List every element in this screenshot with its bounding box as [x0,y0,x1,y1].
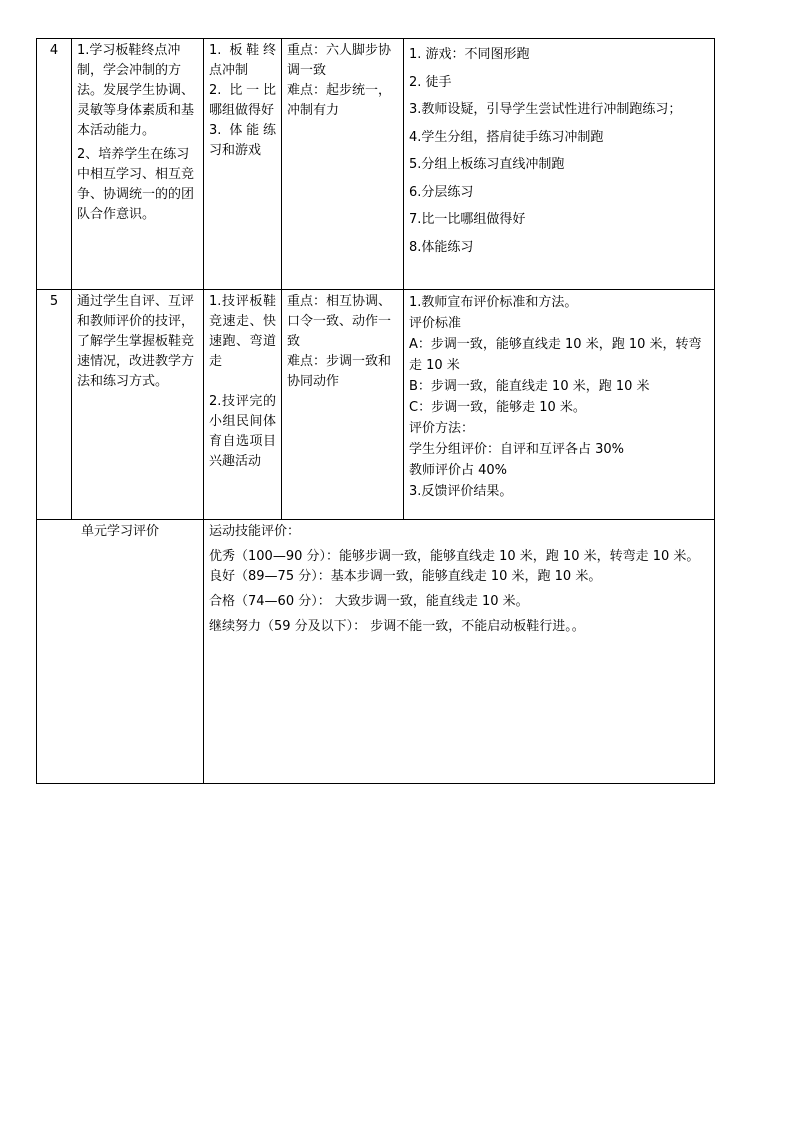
lesson-content-cell [204,39,282,290]
activity-item: A：步调一致，能够直线走 10 米，跑 10 米，转弯走 10 米 [409,337,702,373]
activity-item: 8.体能练习 [409,239,474,255]
activity-item: 1. 游戏：不同图形跑 [409,47,530,62]
eval-line: 优秀（100—90 分）：能够步调一致，能够直线走 10 米，跑 10 米，转弯走 10 米。 [209,549,700,564]
activity-item: 4.学生分组，搭肩徒手练习冲制跑 [409,129,604,145]
activity-item: 评价标准 [409,316,462,331]
activity-item: C：步调一致，能够走 10 米。 [409,400,586,415]
unit-eval-cell [204,520,715,784]
activity-item: 2. 徒手 [409,74,452,90]
lesson-goal-cell [72,39,204,290]
key-points-cell [282,39,404,290]
content-text: 1.技评板鞋竞速走、快速跑、弯道走 [209,294,276,369]
activity-item: 3.教师设疑，引导学生尝试性进行冲制跑练习； [409,102,682,117]
activity-item: 评价方法： [409,421,475,436]
key-point-text: 重点：六人脚步协调一致 [287,43,392,78]
lesson-content-cell [204,290,282,520]
table-row [37,39,715,290]
activity-item: 7.比一比哪组做得好 [409,212,526,227]
eval-line: 合格（74—60 分）： 大致步调一致，能直线走 10 米。 [209,594,529,609]
lesson-number: 4 [37,39,72,290]
lesson-goal-cell [72,290,204,520]
content-text: 1. 板鞋终点冲制 [209,43,276,78]
eval-line: 良好（89—75 分）：基本步调一致，能够直线走 10 米，跑 10 米。 [209,569,602,584]
content-text: 3. 体能练习和游戏 [209,123,276,158]
unit-eval-row [37,520,715,784]
eval-heading: 运动技能评价： [209,524,301,539]
difficulty-text: 难点：步调一致和协同动作 [287,354,392,389]
difficulty-text: 难点：起步统一，冲制有力 [287,83,392,118]
eval-line: 继续努力（59 分及以下）： 步调不能一致，不能启动板鞋行进。。 [209,619,585,634]
activity-item: 3.反馈评价结果。 [409,484,513,499]
goal-text: 通过学生自评、互评和教师评价的技评，了解学生掌握板鞋竞速情况，改进教学方法和练习方式。 [77,294,195,389]
activities-cell [404,290,715,520]
content-text: 2. 比一比哪组做得好 [209,83,276,118]
content-text: 2.技评完的小组民间体育自选项目兴趣活动 [209,394,276,469]
goal-text: 2、培养学生在练习中相互学习、相互竞争、协调统一的的团队合作意识。 [77,147,195,222]
table-row [37,290,715,520]
activity-item: 学生分组评价：自评和互评各占 30% [409,442,625,457]
unit-eval-label: 单元学习评价 [37,520,204,784]
lesson-plan-table [36,38,715,784]
key-points-cell [282,290,404,520]
activities-cell [404,39,715,290]
key-point-text: 重点：相互协调、口令一致、动作一致 [287,294,392,349]
goal-text: 1.学习板鞋终点冲制，学会冲制的方法。发展学生协调、灵敏等身体素质和基本活动能力。 [77,43,195,138]
activity-item: 1.教师宣布评价标准和方法。 [409,295,578,310]
activity-item: 教师评价占 40% [409,463,508,478]
activity-item: B：步调一致，能直线走 10 米，跑 10 米 [409,379,650,394]
activity-item: 5.分组上板练习直线冲制跑 [409,157,565,172]
lesson-number: 5 [37,290,72,520]
activity-item: 6.分层练习 [409,184,474,200]
